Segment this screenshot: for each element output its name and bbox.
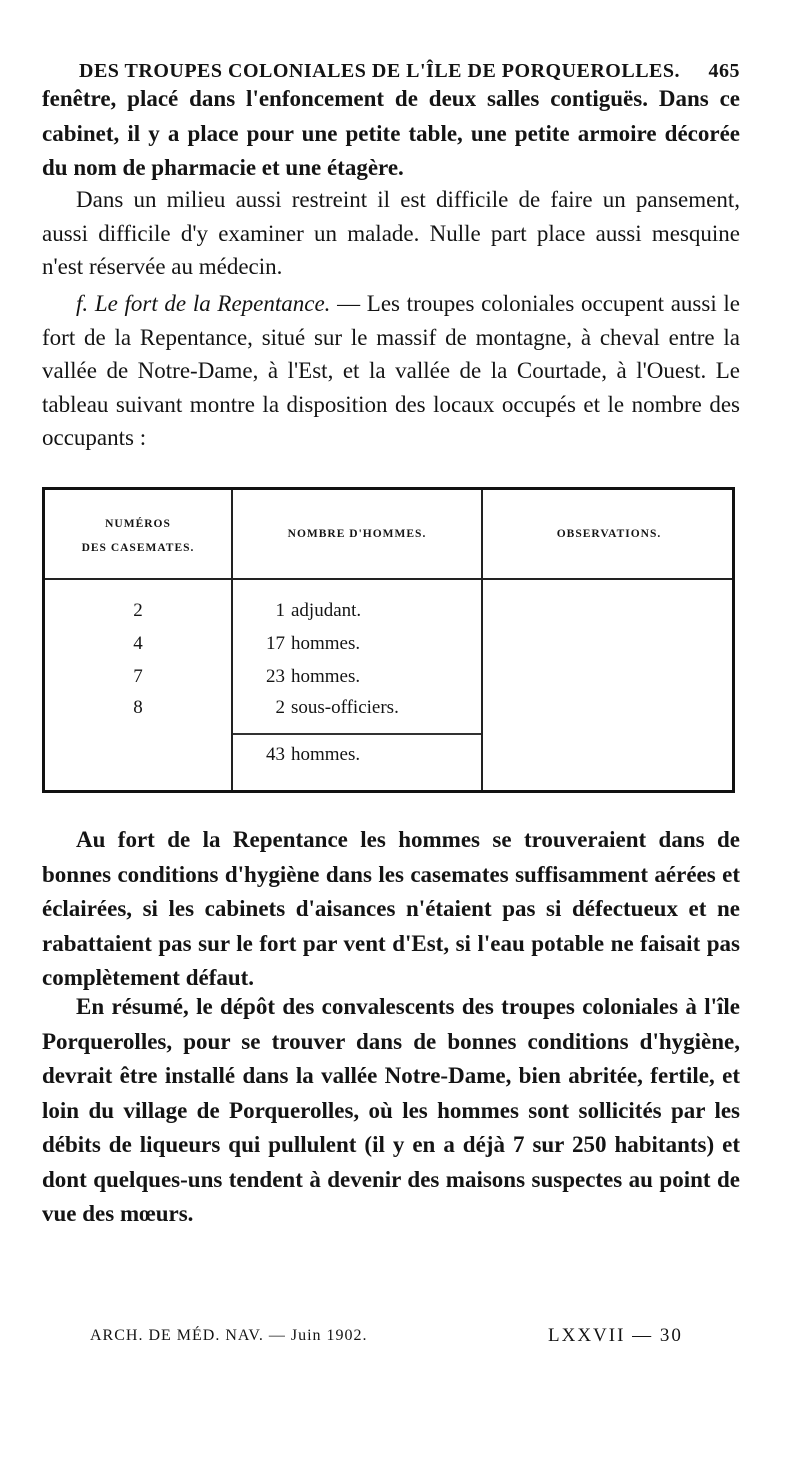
footer-signature: LXXVII — 30 — [548, 1325, 683, 1346]
men-count: 1 — [275, 600, 285, 621]
men-unit: hommes. — [291, 633, 361, 654]
paragraph-fort-repentance — [42, 287, 740, 455]
paragraph-pharmacy-cabinet: fenêtre, placé dans l'enfoncement de deux salles contiguës. Dans ce cabinet, il y a place pour une petite table, une petite armoire décorée du nom de pharmacie et une étagère. — [42, 86, 740, 180]
header-observations: OBSERVATIONS. — [556, 528, 662, 540]
header-casemate-numbers — [45, 512, 231, 560]
men-count: 17 — [266, 633, 285, 654]
men-unit: sous-officiers. — [291, 697, 399, 718]
page-number: 465 — [708, 60, 740, 82]
casemate-number: 4 — [133, 633, 143, 654]
paragraph-fort-repentance-text: — Les troupes coloniales occupent aussi le fort de la Repentance, situé sur le massif de montagne, à cheval entre la vallée de Notre-Dame, à l'Est, et la vallée de la Courtade, à l'Ouest. Le tableau suivant montre la disposition des locaux occupés et le nombre des occupants : — [42, 291, 740, 450]
men-unit: hommes. — [291, 666, 361, 687]
men-count-cell — [233, 600, 481, 622]
casemate-number: 8 — [133, 697, 143, 718]
men-count-cell — [233, 697, 481, 719]
total-cell — [233, 744, 481, 766]
casemate-number: 7 — [133, 666, 143, 687]
total-rule — [233, 733, 481, 735]
header-casemate-line2: DES CASEMATES. — [81, 542, 195, 554]
paragraph-summary: En résumé, le dépôt des convalescents des troupes coloniales à l'île Porquerolles, pour se trouver dans de bonnes conditions d'hygiène, devrait être installé dans la vallée Notre-Dame, bien abritée, fertile, et loin du village de Porquerolles, où les hommes sont sollicités par les débits de liqueurs qui pullulent (il y en a déjà 7 sur 250 habitants) et dont quelques-uns tendent à devenir des maisons suspectes au point de vue des mœurs. — [42, 994, 740, 1226]
men-count: 23 — [266, 666, 285, 687]
men-unit: adjudant. — [291, 600, 362, 621]
section-heading: f. Le fort de la Repentance. — [76, 291, 331, 316]
men-count-cell — [233, 666, 481, 688]
header-rule — [45, 578, 732, 580]
casemate-number: 2 — [133, 600, 143, 621]
men-count: 2 — [275, 697, 285, 718]
header-casemate-line1: NUMÉROS — [105, 518, 171, 530]
paragraph-hygiene-conditions: Au fort de la Repentance les hommes se trouveraient dans de bonnes conditions d'hygiène dans les casemates suffisamment aérées et éclairées, si les cabinets d'aisances n'étaient pas si défectueux et ne rabattaient pas sur le fort par vent d'Est, si l'eau potable ne faisait pas complètement défaut. — [42, 827, 740, 990]
casemates-table — [42, 487, 735, 793]
footer-source: ARCH. DE MÉD. NAV. — Juin 1902. — [90, 1327, 368, 1344]
paragraph-restricted-space: Dans un milieu aussi restreint il est difficile de faire un pansement, aussi difficile d'y examiner un malade. Nulle part place aussi mesquine n'est réservée au médecin. — [42, 187, 740, 279]
running-title: DES TROUPES COLONIALES DE L'ÎLE DE PORQUEROLLES. — [79, 60, 681, 82]
total-count: 43 — [266, 744, 285, 765]
running-header — [79, 60, 740, 83]
men-count-cell — [233, 633, 481, 655]
total-unit: hommes. — [291, 744, 361, 765]
header-men-count: NOMBRE D'HOMMES. — [287, 528, 427, 540]
